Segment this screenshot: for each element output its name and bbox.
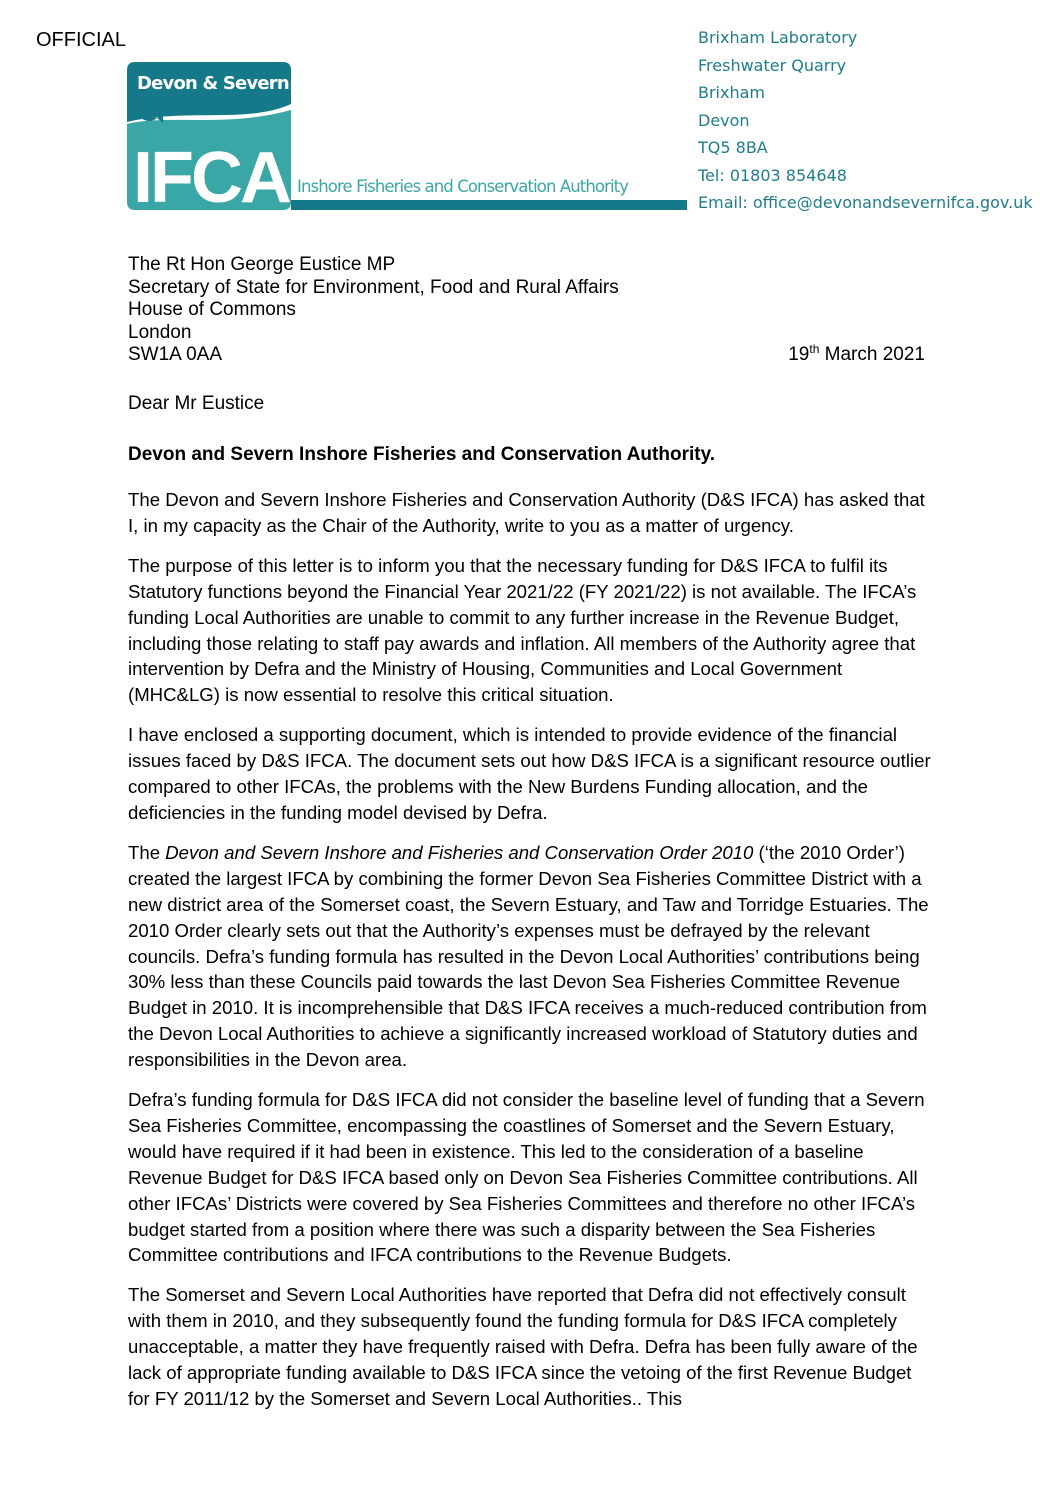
paragraph-text: (‘the 2010 Order’) created the largest IFCA by combining the former Devon Sea Fisheries Committee District with a new district area of the Somerset coast, the Severn Estuary, and Taw and Torridge Estuaries. The 2010 Order clearly sets out that the Authority’s expenses must be defrayed by the relevant councils. Defra’s funding formula has resulted in the Devon Local Authorities’ contributions being 30% less than these Councils paid towards the last Devon Sea Fisheries Committee Revenue Budget in 2010. It is incomprehensible that D&S IFCA receives a much-reduced contribution from the Devon Local Authorities to achieve a significantly increased workload of Statutory duties and responsibilities in the Devon area. [128, 841, 929, 1071]
logo-underline [291, 200, 687, 210]
logo-tagline: Inshore Fisheries and Conservation Authority [297, 177, 629, 196]
recipient-line: Secretary of State for Environment, Food and Rural Affairs [128, 276, 619, 298]
ifca-logo [127, 62, 687, 212]
body-paragraph [128, 1087, 938, 1268]
email-line: Email: office@devonandsevernifca.gov.uk [698, 193, 1033, 212]
recipient-line: House of Commons [128, 299, 296, 320]
letter-date [788, 344, 925, 367]
letter-subject: Devon and Severn Inshore Fisheries and Conservation Authority. [128, 444, 716, 465]
paragraph-text: The Somerset and Severn Local Authorities have reported that Defra did not effectively consult with them in 2010, and they subsequently found the funding formula for D&S IFCA completely unacceptable, a matter they have frequently raised with Defra. Defra has been fully aware of the lack of appropriate funding available to D&S IFCA since the vetoing of the first Revenue Budget for FY 2011/12 by the Somerset and Severn Local Authorities.. This [128, 1284, 918, 1409]
date-suffix: th [809, 342, 820, 356]
phone-line: Tel: 01803 854648 [698, 165, 847, 185]
date-day: 19 [788, 344, 810, 365]
body-paragraph [128, 487, 938, 539]
logo-top-text: Devon & Severn [137, 73, 289, 94]
paragraph-text: The purpose of this letter is to inform you that the necessary funding for D&S IFCA to fulfil its Statutory functions beyond the Financial Year 2021/22 (FY 2021/22) is not available. The IFCA’s funding Local Authorities are unable to commit to any further increase in the Revenue Budget, including those relating to staff pay awards and inflation. All members of the Authority agree that intervention by Defra and the Ministry of Housing, Communities and Local Government (MHC&LG) is now essential to resolve this critical situation. [128, 554, 917, 706]
classification-label: OFFICIAL [36, 29, 127, 51]
address-line: Freshwater Quarry [698, 55, 847, 75]
body-paragraph [128, 553, 938, 708]
order-title: Devon and Severn Inshore and Fisheries and Conservation Order 2010 [165, 841, 754, 863]
recipient-line: London [128, 321, 192, 343]
body-paragraph [128, 1282, 938, 1412]
letter-body [128, 487, 938, 1426]
date-rest: March 2021 [819, 344, 925, 365]
address-line: Devon [698, 110, 750, 130]
paragraph-text: Defra’s funding formula for D&S IFCA did not consider the baseline level of funding that a Severn Sea Fisheries Committee, encompassing the coastlines of Somerset and the Severn Estuary, would have required if it had been in existence. This led to the consideration of a baseline Revenue Budget for D&S IFCA based only on Devon Sea Fisheries Committee contributions. All other IFCAs’ Districts were covered by Sea Fisheries Committees and therefore no other IFCA’s budget started from a position where there was such a disparity between the Sea Fisheries Committee contributions and IFCA contributions to the Revenue Budgets. [128, 1089, 925, 1266]
sender-address [698, 24, 1033, 217]
body-paragraph [128, 722, 938, 826]
paragraph-text: I have enclosed a supporting document, which is intended to provide evidence of the financial issues faced by D&S IFCA. The document sets out how D&S IFCA is a significant resource outlier compared to other IFCAs, the problems with the New Burdens Funding allocation, and the deficiencies in the funding model devised by Defra. [128, 724, 931, 823]
salutation: Dear Mr Eustice [128, 393, 265, 414]
recipient-line: The Rt Hon George Eustice MP [128, 254, 396, 275]
paragraph-text: The Devon and Severn Inshore Fisheries and Conservation Authority (D&S IFCA) has asked that I, in my capacity as the Chair of the Authority, write to you as a matter of urgency. [128, 489, 925, 536]
address-line: TQ5 8BA [698, 138, 768, 157]
paragraph-prefix: The [128, 841, 166, 863]
logo-main-text: IFCA [133, 138, 289, 212]
address-line: Brixham [698, 83, 765, 102]
recipient-line: SW1A 0AA [128, 344, 222, 365]
address-line: Brixham Laboratory [698, 28, 858, 47]
body-paragraph [128, 840, 938, 1073]
